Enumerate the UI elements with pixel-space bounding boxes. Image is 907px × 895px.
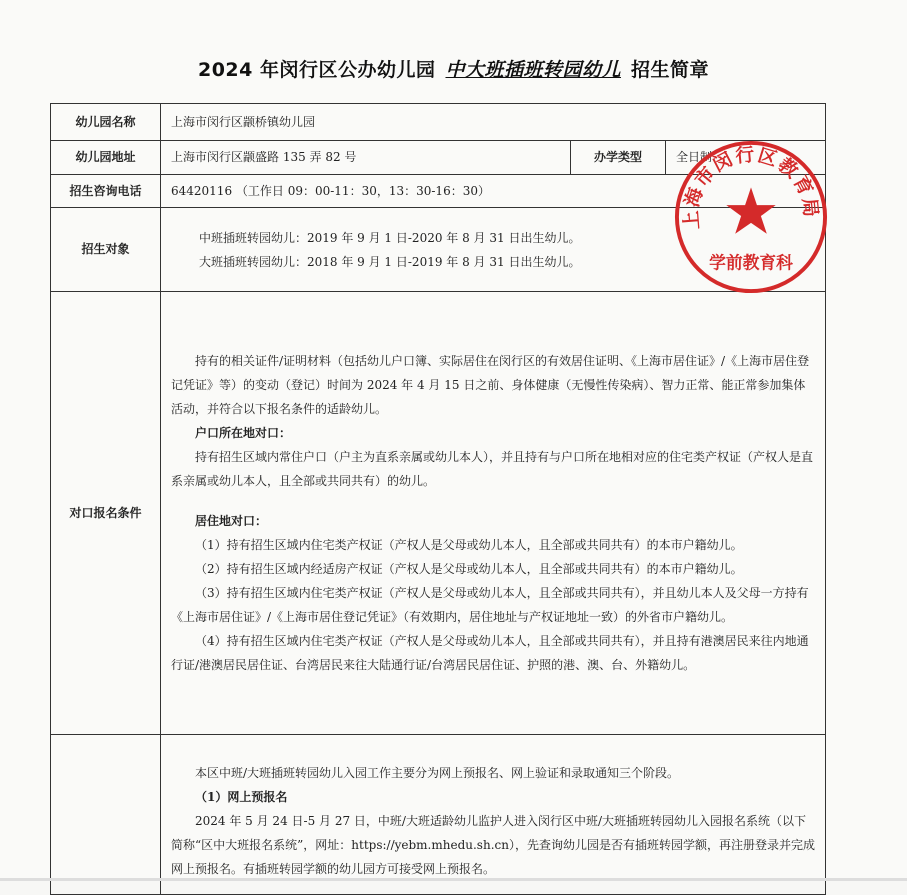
value-phone: 64420116 （工作日 09：00-11：30，13：30-16：30） bbox=[161, 175, 826, 208]
label-kindergarten-name: 幼儿园名称 bbox=[51, 104, 161, 141]
seal-star-icon bbox=[726, 187, 775, 233]
cond-household-heading: 户口所在地对口： bbox=[195, 426, 292, 440]
document-title bbox=[0, 55, 907, 82]
target-line-senior: 大班插班转园幼儿：2018 年 9 月 1 日-2019 年 8 月 31 日出生幼儿。 bbox=[199, 254, 581, 269]
cond-intro: 持有的相关证件/证明材料（包括幼儿户口簿、实际居住在闵行区的有效居住证明、《上海市居住证》/《上海市居住登记凭证》等）的变动（登记）时间为 2024 年 4 月 15 日之前、身体健康（无慢性传染病）、智力正常、能正常参加集体活动，并符合以下报名条件的适龄幼儿。 bbox=[171, 354, 810, 416]
title-suffix: 招生简章 bbox=[631, 59, 710, 81]
cond-item-2: （2）持有招生区域内经适房产权证（产权人是父母或幼儿本人，且全部或共同共有）的本市户籍幼儿。 bbox=[195, 562, 743, 576]
process-step-1-heading: （1）网上预报名 bbox=[195, 790, 288, 804]
process-intro: 本区中班/大班插班转园幼儿入园工作主要分为网上预报名、网上验证和录取通知三个阶段。 bbox=[195, 766, 680, 780]
label-process bbox=[51, 735, 161, 895]
title-prefix: 2024 年闵行区公办幼儿园 bbox=[197, 59, 436, 81]
label-school-type: 办学类型 bbox=[571, 141, 666, 175]
value-conditions bbox=[161, 292, 826, 735]
cond-residence-heading: 居住地对口： bbox=[195, 514, 268, 528]
label-target: 招生对象 bbox=[51, 208, 161, 292]
value-process bbox=[161, 735, 826, 895]
process-step-1-text: 2024 年 5 月 24 日-5 月 27 日，中班/大班适龄幼儿监护人进入闵行区中班/大班插班转园幼儿入园报名系统（以下简称“区中大班报名系统”，网址：https://yebm.mhedu.sh.cn），先查询幼儿园是否有插班转园学额，再注册登录并完成网上预报名。有插班转园学额的幼儿园方可接受网上预报名。 bbox=[171, 814, 815, 876]
row-process bbox=[51, 735, 826, 895]
title-emphasis: 中大班插班转园幼儿 bbox=[445, 59, 621, 81]
value-school-type: 全日制 bbox=[666, 141, 826, 175]
cond-item-3: （3）持有招生区域内住宅类产权证（产权人是父母或幼儿本人，且全部或共同共有），并且幼儿本人及父母一方持有《上海市居住证》/《上海市居住登记凭证》（有效期内，居住地址与产权证地址一致）的外省市户籍幼儿。 bbox=[171, 586, 809, 624]
seal-dept-text: 学前教育科 bbox=[709, 252, 793, 273]
official-seal bbox=[672, 138, 830, 296]
row-kindergarten-name bbox=[51, 104, 826, 141]
label-address: 幼儿园地址 bbox=[51, 141, 161, 175]
target-line-middle: 中班插班转园幼儿：2019 年 9 月 1 日-2020 年 8 月 31 日出生幼儿。 bbox=[199, 230, 581, 245]
label-phone: 招生咨询电话 bbox=[51, 175, 161, 208]
cond-household-text: 持有招生区域内常住户口（户主为直系亲属或幼儿本人），并且持有与户口所在地相对应的住宅类产权证（产权人是直系亲属或幼儿本人，且全部或共同共有）的幼儿。 bbox=[171, 450, 814, 488]
label-conditions: 对口报名条件 bbox=[51, 292, 161, 735]
cond-item-4: （4）持有招生区域内住宅类产权证（产权人是父母或幼儿本人，且全部或共同共有），并且持有港澳居民来往内地通行证/港澳居民居住证、台湾居民来往大陆通行证/台湾居民居住证、护照的港、澳、台、外籍幼儿。 bbox=[171, 634, 809, 672]
cond-item-1: （1）持有招生区域内住宅类产权证（产权人是父母或幼儿本人，且全部或共同共有）的本市户籍幼儿。 bbox=[195, 538, 743, 552]
seal-org-text: 上海市闵行区教育局 bbox=[681, 144, 822, 231]
value-kindergarten-name: 上海市闵行区颛桥镇幼儿园 bbox=[161, 104, 826, 141]
row-conditions bbox=[51, 292, 826, 735]
value-address: 上海市闵行区颛盛路 135 弄 82 号 bbox=[161, 141, 571, 175]
